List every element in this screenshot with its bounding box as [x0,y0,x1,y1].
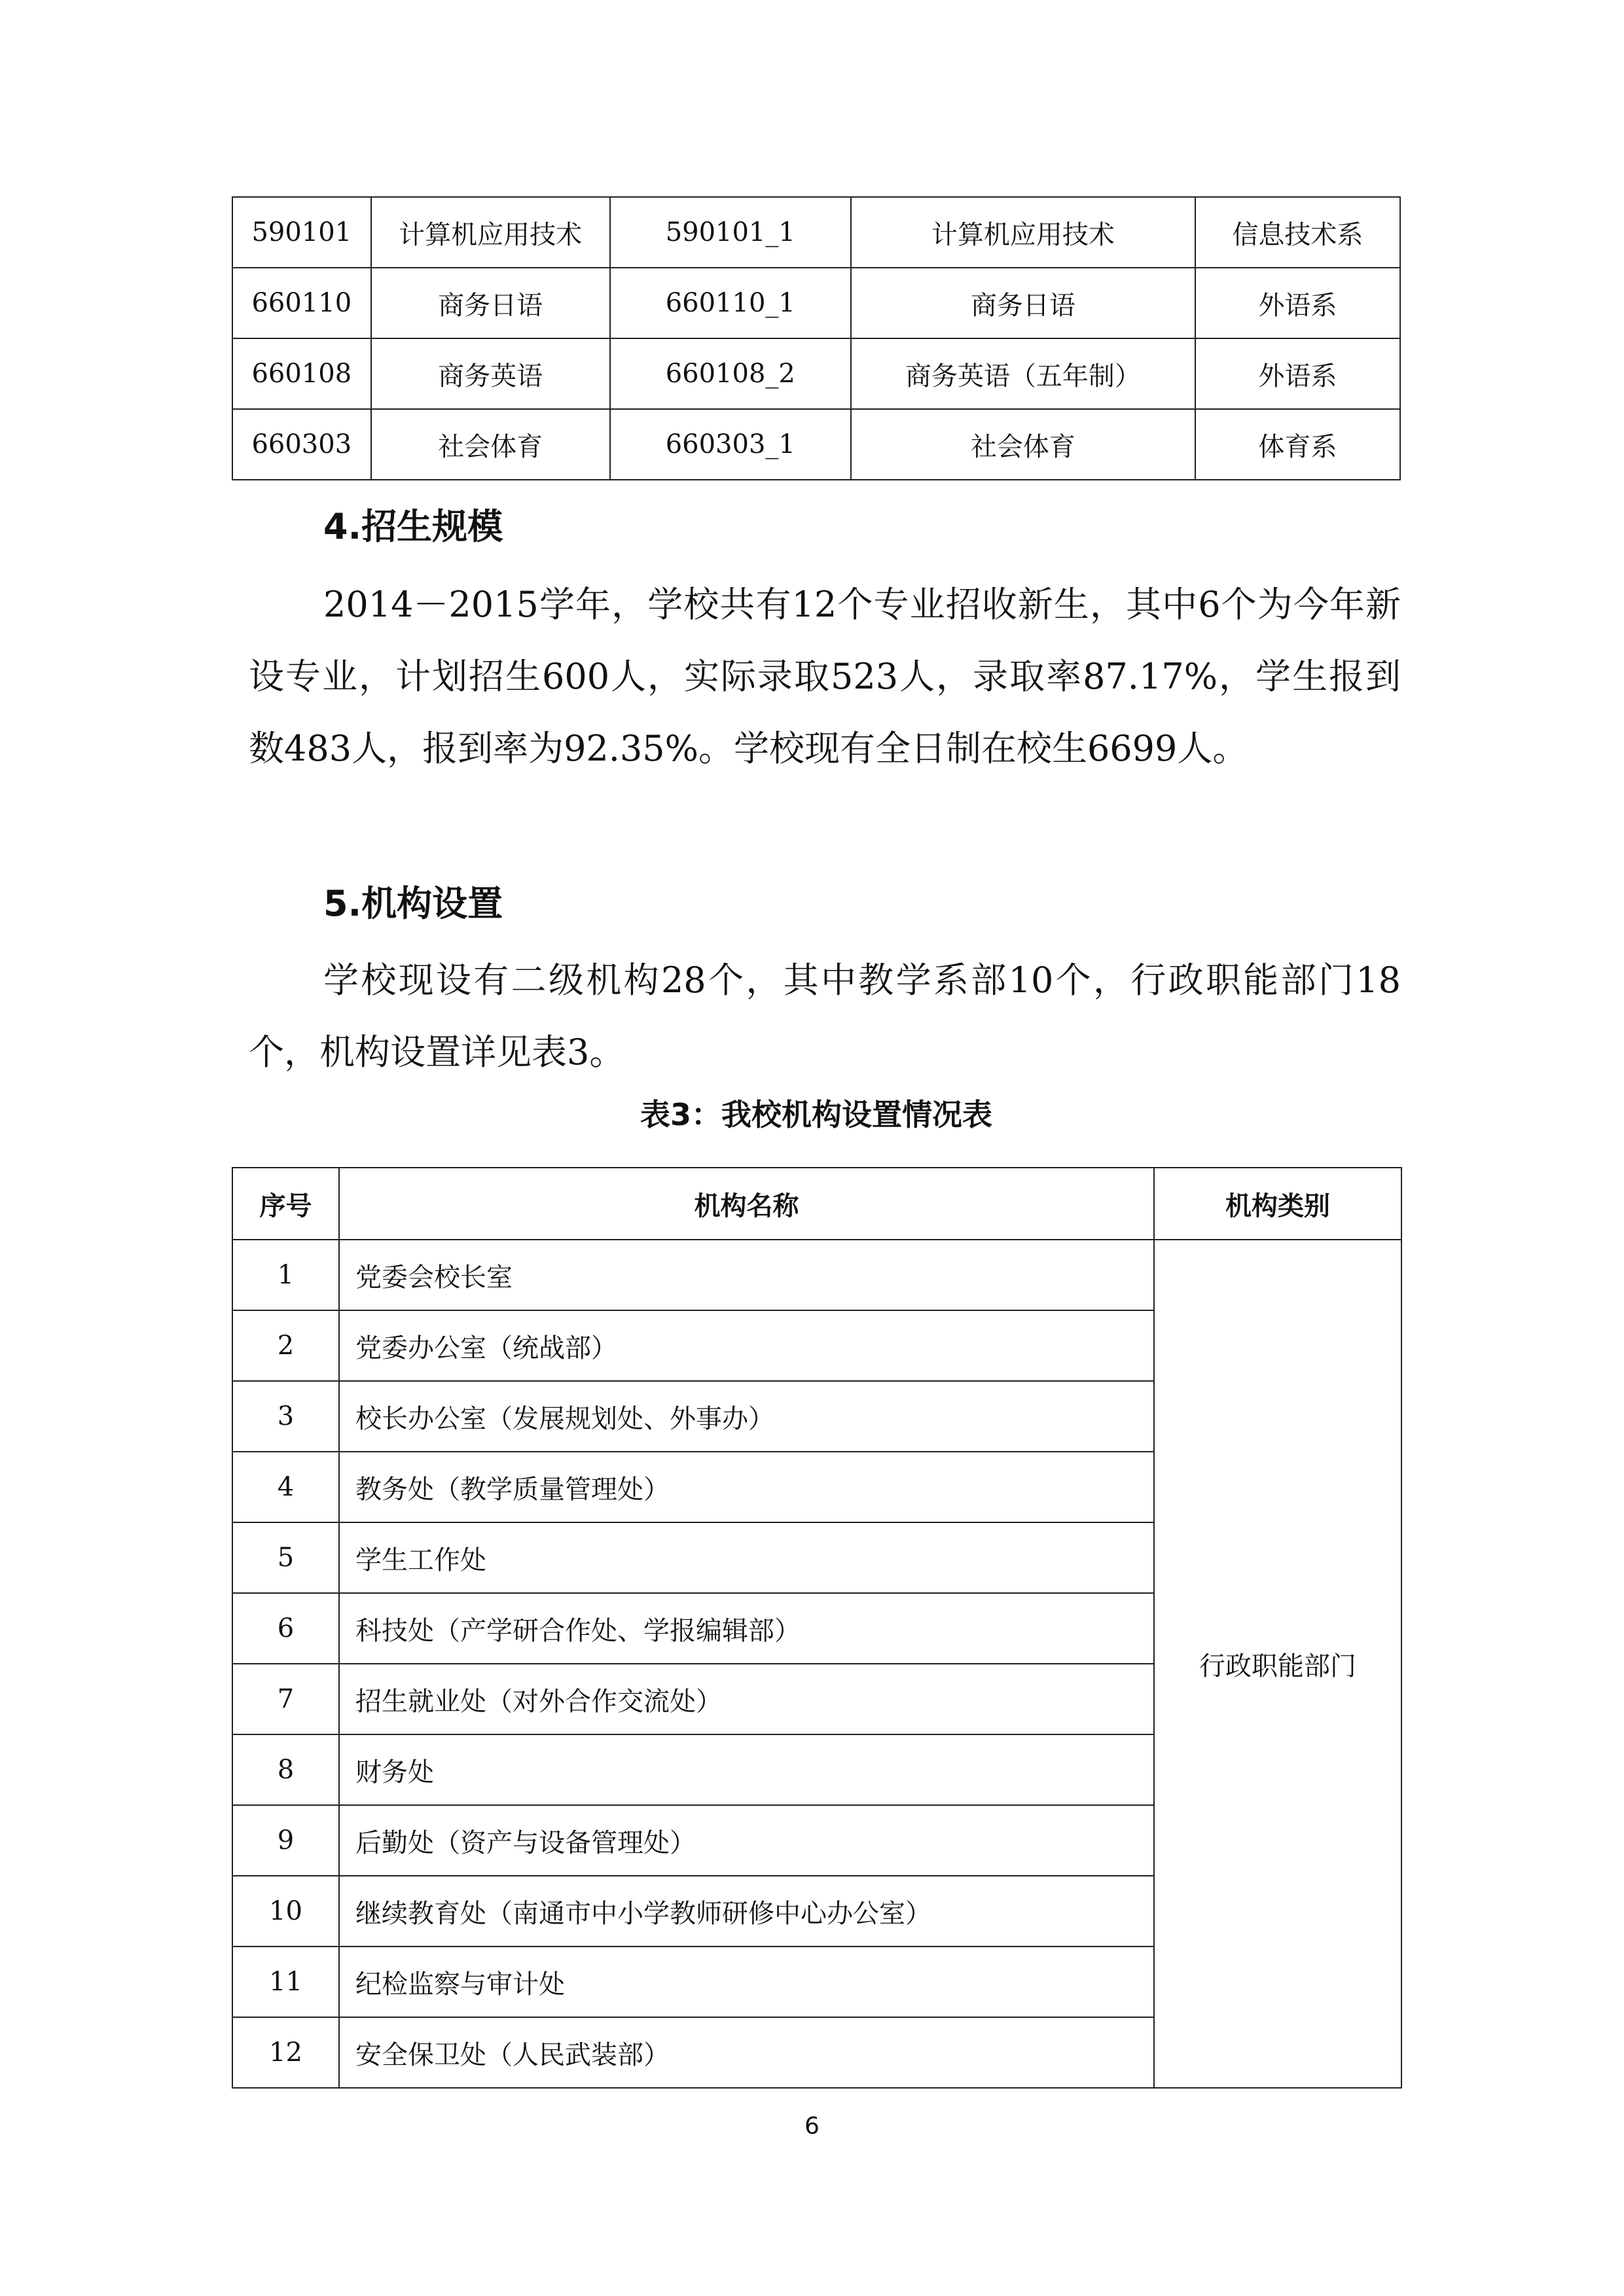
table-row [232,1240,1401,1310]
table-cell: 计算机应用技术 [371,197,610,268]
paragraph-enrollment: 2014－2015学年，学校共有12个专业招收新生，其中6个为今年新设专业，计划招生600人，实际录取523人，录取率87.17%，学生报到数483人，报到率为92.35%。学校现有全日制在校生6699人。 [249,584,1401,769]
table-cell: 社会体育 [851,409,1195,480]
row-number: 2 [232,1310,339,1381]
table-cell: 660110_1 [610,268,851,338]
table-row [232,338,1400,409]
org-category: 行政职能部门 [1154,1240,1401,2088]
org-name: 教务处（教学质量管理处） [339,1452,1154,1522]
table-header-row [232,1168,1401,1240]
table-caption: 表3：我校机构设置情况表 [640,1097,992,1132]
section-heading-organization: 5.机构设置 [323,883,503,924]
table-cell: 计算机应用技术 [851,197,1195,268]
table-cell: 660108 [232,338,371,409]
page-number: 6 [804,2113,820,2140]
org-name: 党委会校长室 [339,1240,1154,1310]
column-header-name: 机构名称 [339,1168,1154,1240]
row-number: 8 [232,1734,339,1805]
table-cell: 外语系 [1195,338,1400,409]
table-cell: 商务日语 [371,268,610,338]
table-cell: 商务英语 [371,338,610,409]
column-header-number: 序号 [232,1168,339,1240]
table-cell: 商务日语 [851,268,1195,338]
row-number: 5 [232,1522,339,1593]
table-cell: 660303 [232,409,371,480]
row-number: 7 [232,1664,339,1734]
org-name: 后勤处（资产与设备管理处） [339,1805,1154,1876]
table-cell: 外语系 [1195,268,1400,338]
table-row [232,268,1400,338]
org-name: 纪检监察与审计处 [339,1946,1154,2017]
org-name: 学生工作处 [339,1522,1154,1593]
organization-table [232,1167,1402,2089]
org-name: 财务处 [339,1734,1154,1805]
org-name: 继续教育处（南通市中小学教师研修中心办公室） [339,1876,1154,1946]
table-cell: 商务英语（五年制） [851,338,1195,409]
table-cell: 660108_2 [610,338,851,409]
row-number: 3 [232,1381,339,1452]
row-number: 9 [232,1805,339,1876]
row-number: 12 [232,2017,339,2088]
table-cell: 590101 [232,197,371,268]
section-heading-enrollment: 4.招生规模 [323,506,503,547]
org-name: 安全保卫处（人民武装部） [339,2017,1154,2088]
row-number: 4 [232,1452,339,1522]
org-name: 党委办公室（统战部） [339,1310,1154,1381]
row-number: 1 [232,1240,339,1310]
major-table [232,196,1401,480]
table-cell: 社会体育 [371,409,610,480]
table-cell: 660303_1 [610,409,851,480]
paragraph-organization: 学校现设有二级机构28个，其中教学系部10个，行政职能部门18个，机构设置详见表3。 [249,960,1401,1073]
row-number: 6 [232,1593,339,1664]
org-name: 科技处（产学研合作处、学报编辑部） [339,1593,1154,1664]
column-header-category: 机构类别 [1154,1168,1401,1240]
table-cell: 660110 [232,268,371,338]
table-row [232,409,1400,480]
table-cell: 信息技术系 [1195,197,1400,268]
org-name: 招生就业处（对外合作交流处） [339,1664,1154,1734]
row-number: 10 [232,1876,339,1946]
table-cell: 体育系 [1195,409,1400,480]
row-number: 11 [232,1946,339,2017]
table-cell: 590101_1 [610,197,851,268]
org-name: 校长办公室（发展规划处、外事办） [339,1381,1154,1452]
table-row [232,197,1400,268]
